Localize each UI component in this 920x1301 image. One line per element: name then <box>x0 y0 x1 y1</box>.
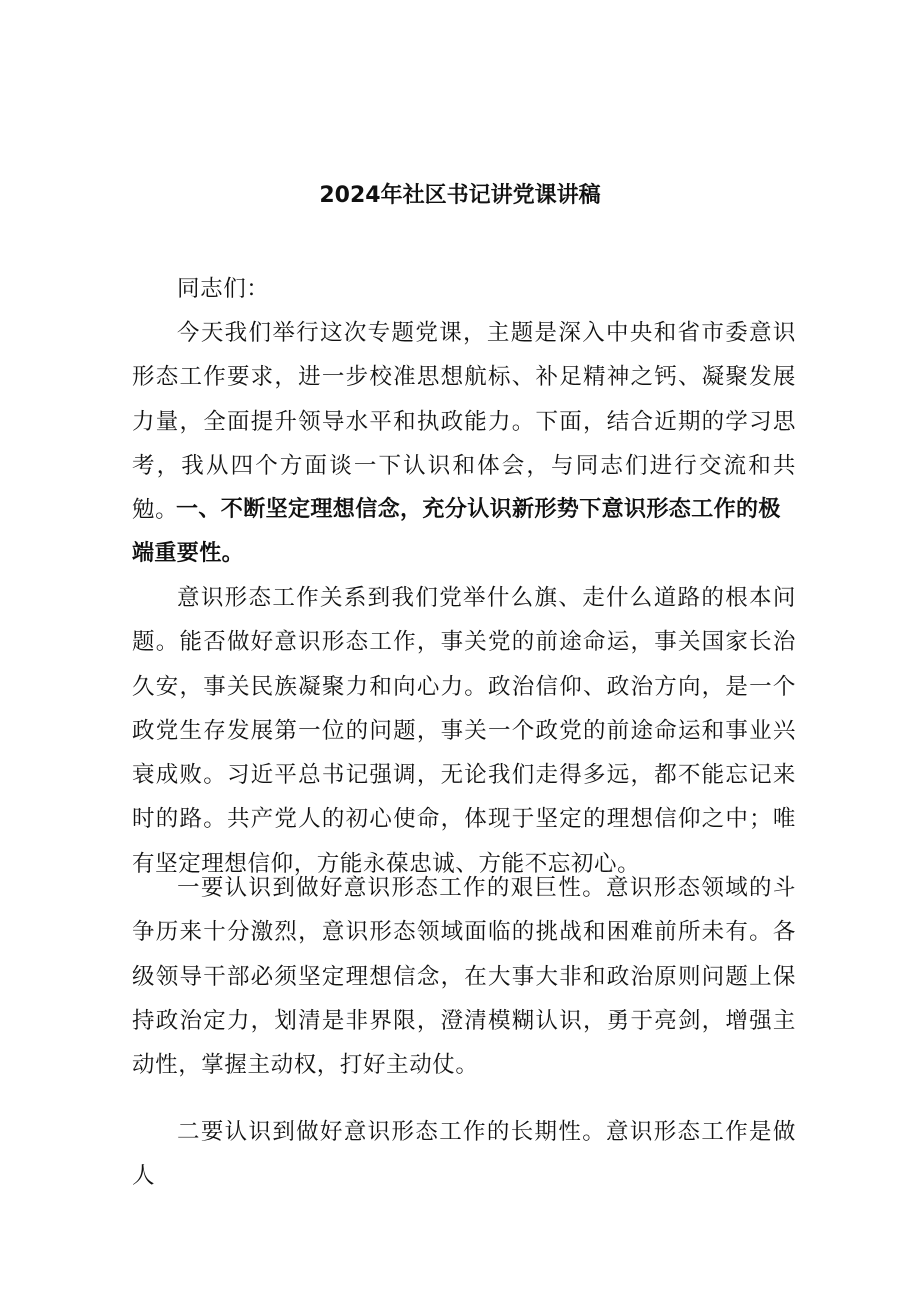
section-1-paragraph-2: 一要认识到做好意识形态工作的艰巨性。意识形态领域的斗争历来十分激烈，意识形态领域面临的挑战和困难前所未有。各级领导干部必须坚定理想信念，在大事大非和政治原则问题上保持政治定力，划清是非界限，澄清模糊认识，勇于亮剑，增强主动性，掌握主动权，打好主动仗。 <box>132 875 796 1079</box>
section-1-paragraph-3: 二要认识到做好意识形态工作的长期性。意识形态工作是做人 <box>132 1119 796 1190</box>
section-1-paragraph-1: 意识形态工作关系到我们党举什么旗、走什么道路的根本问题。能否做好意识形态工作，事关党的前途命运，事关国家长治久安，事关民族凝聚力和向心力。政治信仰、政治方向，是一个政党生存发展第一位的问题，事关一个政党的前途命运和事业兴衰成败。习近平总书记强调，无论我们走得多远，都不能忘记来时的路。共产党人的初心使命，体现于坚定的理想信仰之中；唯有坚定理想信仰，方能永葆忠诚、方能不忘初心。 <box>132 585 796 877</box>
intro-paragraph: 今天我们举行这次专题党课，主题是深入中央和省市委意识形态工作要求，进一步校准思想航标、补足精神之钙、凝聚发展力量，全面提升领导水平和执政能力。下面，结合近期的学习思考，我从四个方面谈一下认识和体会，与同志们进行交流和共勉。 <box>132 320 796 524</box>
salutation: 同志们： <box>177 276 270 302</box>
section-1-heading: 一、不断坚定理想信念，充分认识新形势下意识形态工作的极端重要性。 <box>132 497 781 566</box>
document-title: 2024年社区书记讲党课讲稿 <box>319 183 601 208</box>
